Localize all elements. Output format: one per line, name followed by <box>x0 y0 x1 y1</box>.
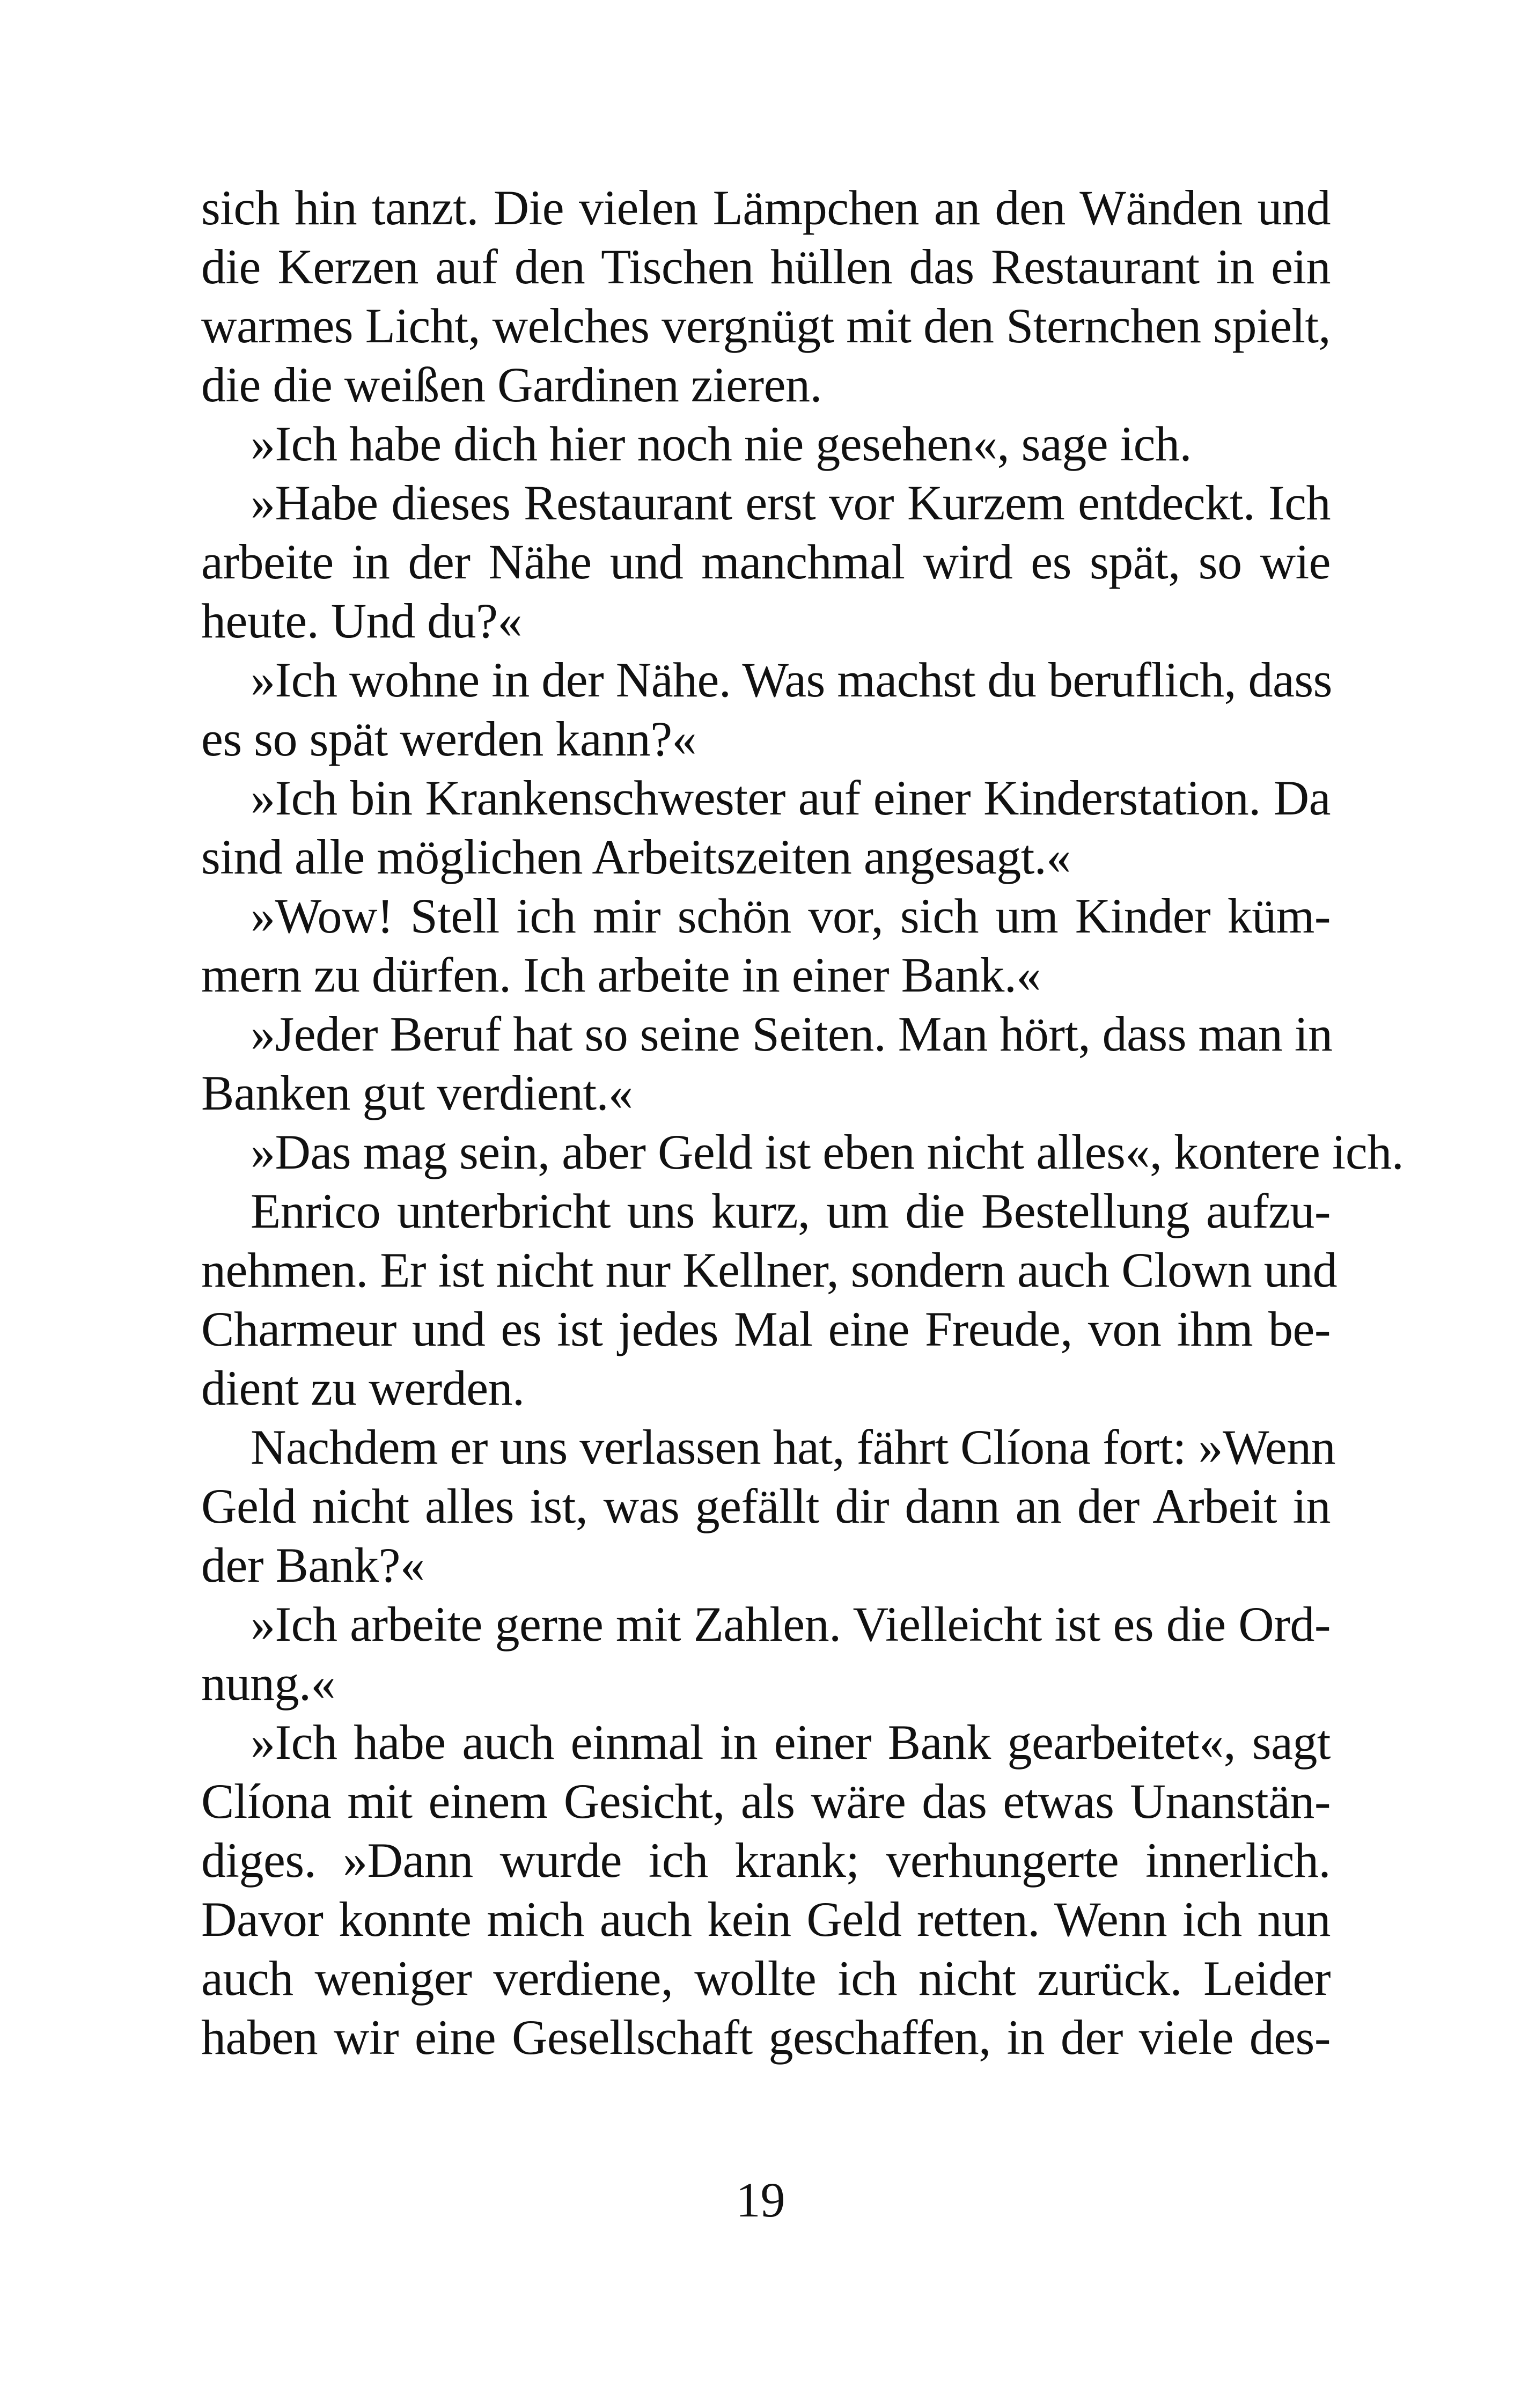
text-line: die Kerzen auf den Tischen hüllen das Restaurant in ein <box>201 239 1331 294</box>
text-line: auch weniger verdiene, wollte ich nicht zurück. Leider <box>201 1951 1331 2006</box>
text-line: Enrico unterbricht uns kurz, um die Bestellung aufzu- <box>251 1184 1331 1238</box>
text-line: »Jeder Beruf hat so seine Seiten. Man hört, dass man in <box>251 1007 1333 1061</box>
body-text <box>201 178 1404 2067</box>
text-line: »Ich bin Krankenschwester auf einer Kinderstation. Da <box>251 770 1331 825</box>
text-line: Charmeur und es ist jedes Mal eine Freude, von ihm be- <box>201 1302 1331 1356</box>
text-line: »Habe dieses Restaurant erst vor Kurzem entdeckt. Ich <box>251 475 1331 530</box>
page-number: 19 <box>736 2172 785 2227</box>
text-line: Geld nicht alles ist, was gefällt dir dann an der Arbeit in <box>201 1479 1331 1533</box>
text-line: es so spät werden kann?« <box>201 711 697 766</box>
text-line: warmes Licht, welches vergnügt mit den Sternchen spielt, <box>201 298 1331 353</box>
text-line: mern zu dürfen. Ich arbeite in einer Bank.« <box>201 948 1041 1002</box>
text-line: nung.« <box>201 1656 335 1710</box>
text-line: »Wow! Stell ich mir schön vor, sich um Kinder küm- <box>251 889 1331 943</box>
text-line: Davor konnte mich auch kein Geld retten. Wenn ich nun <box>201 1892 1331 1947</box>
text-line: sich hin tanzt. Die vielen Lämpchen an den Wänden und <box>201 180 1331 235</box>
text-line: Banken gut verdient.« <box>201 1066 633 1120</box>
text-line: »Ich habe dich hier noch nie gesehen«, sage ich. <box>251 416 1192 471</box>
text-line: Clíona mit einem Gesicht, als wäre das etwas Unanstän- <box>201 1774 1331 1829</box>
text-line: »Das mag sein, aber Geld ist eben nicht alles«, kontere ich. <box>251 1125 1404 1179</box>
text-line: »Ich habe auch einmal in einer Bank gearbeitet«, sagt <box>251 1715 1331 1770</box>
text-line: heute. Und du?« <box>201 593 523 648</box>
text-line: der Bank?« <box>201 1538 425 1592</box>
text-line: arbeite in der Nähe und manchmal wird es spät, so wie <box>201 534 1331 589</box>
text-line: nehmen. Er ist nicht nur Kellner, sondern auch Clown und <box>201 1243 1338 1297</box>
text-line: dient zu werden. <box>201 1361 525 1415</box>
text-line: »Ich arbeite gerne mit Zahlen. Vielleicht ist es die Ord- <box>251 1597 1331 1651</box>
text-line: Nachdem er uns verlassen hat, fährt Clíona fort: »Wenn <box>251 1420 1336 1474</box>
text-line: sind alle möglichen Arbeitszeiten angesagt.« <box>201 829 1071 884</box>
text-line: »Ich wohne in der Nähe. Was machst du beruflich, dass <box>251 652 1332 707</box>
text-line: diges. »Dann wurde ich krank; verhungerte innerlich. <box>201 1833 1331 1888</box>
text-line: haben wir eine Gesellschaft geschaffen, in der viele des- <box>201 2010 1331 2065</box>
text-line: die die weißen Gardinen zieren. <box>201 357 822 412</box>
